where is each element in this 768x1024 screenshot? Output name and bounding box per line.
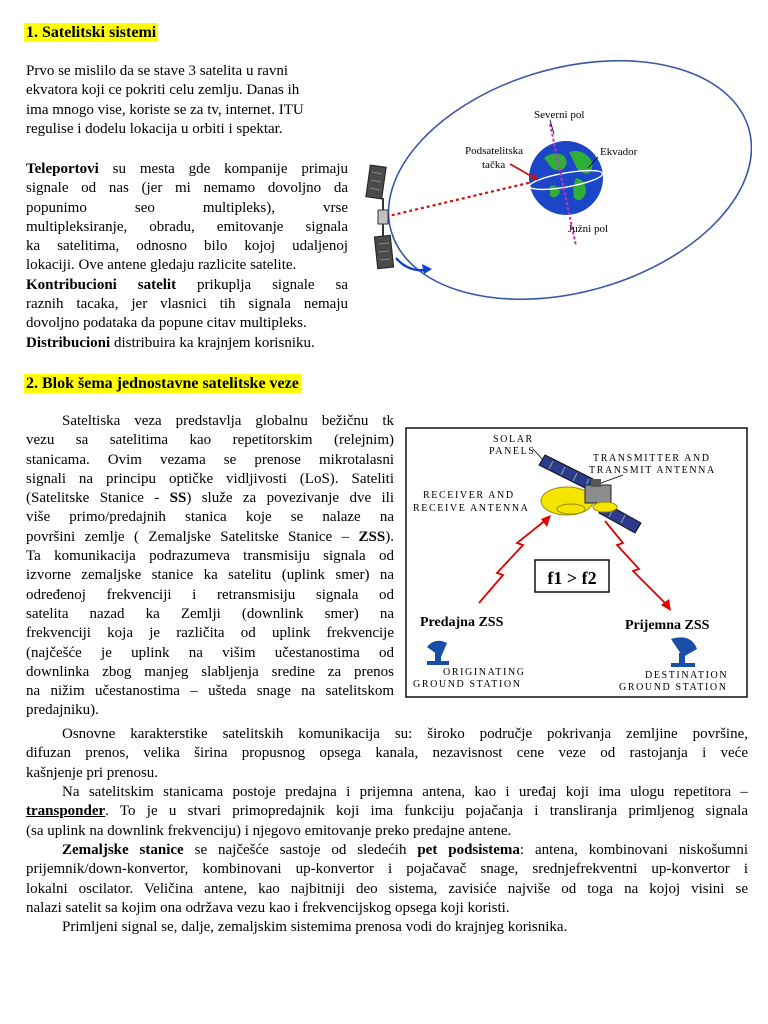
section-1-heading: 1. Satelitski sistemi — [26, 24, 157, 41]
label-destination-station: DESTINATION — [645, 670, 729, 681]
label-north-pole: Severni pol — [534, 109, 585, 121]
svg-text:PANELS: PANELS — [489, 446, 536, 457]
term-teleportovi: Teleportovi — [26, 161, 99, 177]
term-ss: SS — [169, 490, 187, 507]
section-2-para-2: Osnovne karakterstike satelitskih komunikacija su: široko područje pokrivanja zemljine površine, difuzan prenos, velika širina propusnog opsega kanala, nezavisnost cene veze od rastojanja i veće kašnjenje pri prenosu. — [26, 726, 748, 781]
frequency-label: f1 > f2 — [547, 568, 597, 588]
term-transponder: transponder — [26, 803, 106, 820]
label-tx-station: Predajna ZSS — [420, 615, 504, 630]
term-zss: ZSS — [358, 528, 386, 545]
svg-text:TRANSMIT ANTENNA: TRANSMIT ANTENNA — [589, 465, 716, 476]
svg-text:tačka: tačka — [482, 159, 506, 171]
section-2-para-4: Zemaljske stanice se najčešće sastoje od sledećih pet podsistema: antena, kombinovani niskošumni prijemnik/down-konvertor, kombinovani up-konvertor i pojačavač snage, srednjefrekventni up-konvertor i lokalni oscilator. Veličina antene, kao najbitniji deo sistema, zavisiće najviše od toga na kojoj visini se nalazi satelit sa kojim ona održava vezu kao i frekvencijskog opsega koji koristi. — [26, 842, 748, 916]
label-receiver: RECEIVER AND — [423, 490, 515, 501]
term-zemaljske-stanice: Zemaljske stanice — [62, 842, 184, 858]
label-equator: Ekvador — [600, 146, 638, 158]
label-south-pole: Južni pol — [568, 223, 609, 235]
label-subsatellite-point: Podsatelitska — [465, 145, 524, 157]
svg-text:RECEIVE ANTENNA: RECEIVE ANTENNA — [413, 503, 530, 514]
term-kontribucioni: Kontribucioni satelit — [26, 276, 177, 293]
section-1-intro: Prvo se mislilo da se stave 3 satelita u ravni ekvatora koji ce pokriti celu zemlju. Danas ih ima mnogo vise, koriste se za tv, internet. ITU regulise i dodelu lokacija u orbiti i spektar. — [26, 63, 304, 137]
label-transmitter: TRANSMITTER AND — [593, 453, 711, 464]
label-originating-station: ORIGINATING — [443, 667, 526, 678]
svg-text:GROUND STATION: GROUND STATION — [413, 679, 522, 690]
term-pet-podsistema: pet podsistema — [417, 842, 520, 858]
label-rx-station: Prijemna ZSS — [625, 618, 710, 633]
section-2-para-1: Sateltiska veza predstavlja globalnu bežičnu tk vezu sa satelitima kao repetitorskim (relejnim) stanicama. Ovim vezama se prenose mikrotalasni signali na principu optičke vidljivosti (LoS). Sateliti (Satelitske Stanice - SS) služe za povezivanje dve ili više primo/predajnih stanica koje se nalaze na površini zemlje ( Zemaljske Satelitske Stanice – ZSS). Ta komunikacija podrazumeva transmisiju signala od izvorne zemaljske stanice ka satelitu (uplink smer) na određenoj frekvenciji i retransmisiju signala od satelita nazad ka Zemlji (downlink smer) na frekvenciji koja je različita od uplink frekvencije (najčešće je uplink na višim učestanostima od downlinka zbog manjeg slabljenja sredine za prenos na nižim učestanostima – ušteda snage na satelitskom predajniku). — [26, 413, 394, 719]
section-2-para-3: Na satelitskim stanicama postoje predajna i prijemna antena, kao i uređaj koji ima ulogu repetitora – transponder. To je u stvari primopredajnik koji ima funkciju pojačanja i transliranja primljenog signala (sa uplink na downlink frekvenciju) i njegovo emitovanje preko predajne antene. — [26, 784, 748, 839]
svg-text:GROUND STATION: GROUND STATION — [619, 682, 728, 693]
term-distribucioni: Distribucioni — [26, 334, 111, 351]
orbit-diagram — [362, 60, 752, 300]
block-diagram — [405, 427, 748, 698]
section-1-teleport-text: Teleportovi su mesta gde kompanije primaju signale od nas (jer mi nemamo dovoljno da popunimo seo multipleks), vrse multipleksiranje, obradu, emitovanje signala ka satelitima, odnosno bilo kojoj udaljenoj lokaciji. Ove antene gledaju razlicite satelite. Kontribucioni satelit prikuplja signale sa raznih tacaka, jer vlasnici tih signala nemaju dovoljno podataka da popune citav multipleks. Distribucioni distribuira ka krajnjem korisniku. — [26, 161, 348, 351]
earth-globe — [528, 141, 603, 215]
section-2-heading: 2. Blok šema jednostavne satelitske veze — [26, 375, 299, 392]
label-solar-panels: SOLAR — [493, 434, 534, 445]
section-2-para-5: Primljeni signal se, dalje, zemaljskim sistemima prenosa vodi do krajnjeg korisnika. — [62, 919, 568, 935]
